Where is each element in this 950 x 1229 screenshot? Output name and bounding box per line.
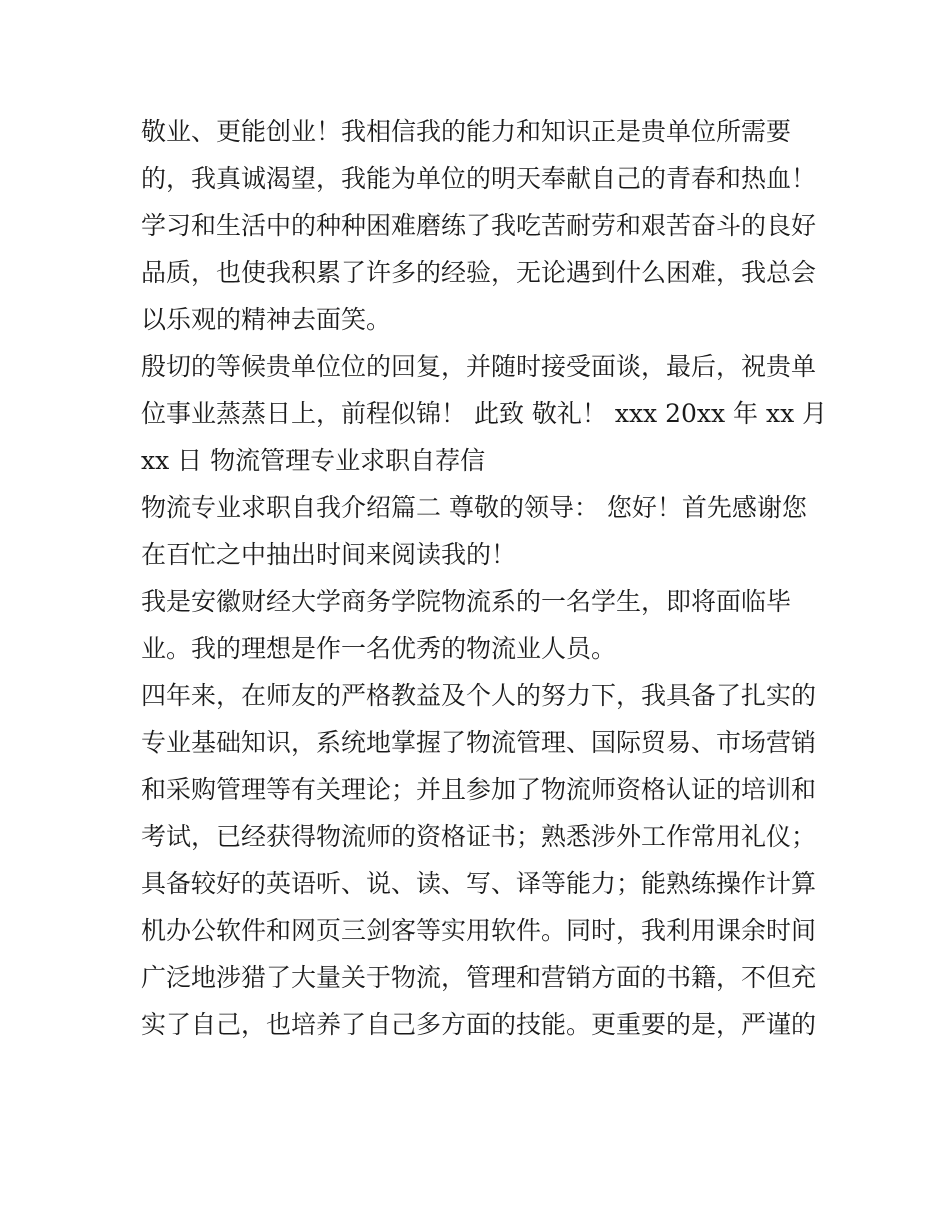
text-line: 在百忙之中抽出时间来阅读我的！ — [141, 540, 517, 569]
paragraph-closing-statement — [141, 108, 821, 202]
text-line: 以乐观的精神去面笑。 — [141, 305, 392, 334]
text-line: xx 日 物流管理专业求职自荐信 — [141, 446, 486, 475]
text-line: 殷切的等候贵单位位的回复，并随时接受面谈，最后，祝贵单 — [141, 352, 817, 381]
text-line: 机办公软件和网页三剑客等实用软件。同时，我利用课余时间 — [141, 916, 817, 945]
text-line: 具备较好的英语听、说、读、写、译等能力；能熟练操作计算 — [141, 869, 817, 898]
text-line: 位事业蒸蒸日上，前程似锦！ 此致 敬礼！ xxx 20xx 年 xx 月 — [141, 399, 828, 428]
text-line: 物流专业求职自我介绍篇二 尊敬的领导： 您好！首先感谢您 — [141, 493, 807, 522]
paragraph-second-letter-greeting — [141, 484, 821, 578]
text-line: 广泛地涉猎了大量关于物流，管理和营销方面的书籍，不但充 — [141, 963, 817, 992]
paragraph-qualities — [141, 202, 821, 343]
text-line: 考试，已经获得物流师的资格证书；熟悉涉外工作常用礼仪； — [141, 822, 817, 851]
text-line: 学习和生活中的种种困难磨练了我吃苦耐劳和艰苦奋斗的良好 — [141, 211, 817, 240]
text-line: 四年来，在师友的严格教益及个人的努力下，我具备了扎实的 — [141, 681, 817, 710]
text-line: 的，我真诚渴望，我能为单位的明天奉献自己的青春和热血！ — [141, 164, 817, 193]
paragraph-education-skills — [141, 672, 821, 1048]
text-line: 和采购管理等有关理论；并且参加了物流师资格认证的培训和 — [141, 775, 817, 804]
text-line: 业。我的理想是作一名优秀的物流业人员。 — [141, 634, 617, 663]
paragraph-introduction — [141, 578, 821, 672]
document-body — [141, 108, 828, 1048]
paragraph-sign-off — [141, 343, 828, 484]
text-line: 专业基础知识，系统地掌握了物流管理、国际贸易、市场营销 — [141, 728, 817, 757]
text-line: 实了自己，也培养了自己多方面的技能。更重要的是，严谨的 — [141, 1010, 817, 1039]
text-line: 我是安徽财经大学商务学院物流系的一名学生，即将面临毕 — [141, 587, 792, 616]
text-line: 品质，也使我积累了许多的经验，无论遇到什么困难，我总会 — [141, 258, 817, 287]
text-line: 敬业、更能创业！我相信我的能力和知识正是贵单位所需要 — [141, 117, 792, 146]
